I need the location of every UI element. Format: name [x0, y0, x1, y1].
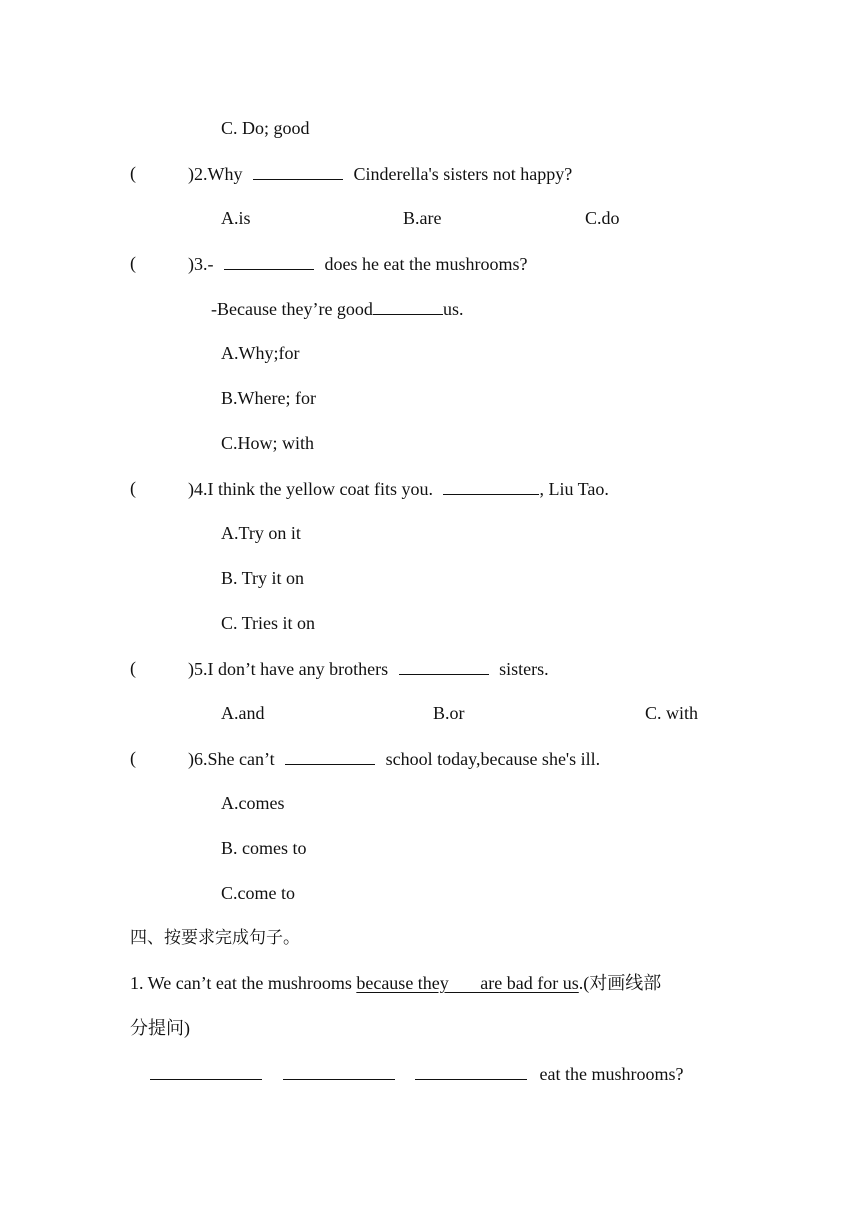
section-4-heading: 四、按要求完成句子。: [130, 928, 300, 948]
q6-option-c: C.come to: [221, 883, 295, 903]
q4-option-a: A.Try on it: [221, 523, 301, 543]
q5-stem: [188, 656, 549, 681]
item-1-instruction-cont: 分提问): [130, 1018, 190, 1038]
q3-answer-line: [211, 296, 463, 321]
q2-option-b: B.are: [403, 208, 442, 228]
item-1-blank-1[interactable]: [150, 1061, 262, 1080]
q4-option-c: C. Tries it on: [221, 613, 316, 633]
q5-option-a: A.and: [221, 703, 265, 723]
q3-answer-blank[interactable]: [224, 251, 314, 270]
item-1-answer-post: eat the mushrooms?: [539, 1064, 684, 1084]
q3-option-c: C.How; with: [221, 433, 315, 453]
q3-paren-open: (: [130, 253, 136, 273]
q3-option-a: A.Why;for: [221, 343, 300, 363]
q5-option-c: C. with: [645, 703, 699, 723]
q6-paren-close: ): [188, 749, 194, 769]
q2-option-c: C.do: [585, 208, 620, 228]
q3-stem-post: does he eat the mushrooms?: [324, 254, 528, 274]
q4-paren-open: (: [130, 478, 136, 498]
q5-answer-blank[interactable]: [399, 656, 489, 675]
q6-stem: [188, 746, 600, 771]
q3-stem: [188, 251, 527, 276]
q4-stem-pre: 4.I think the yellow coat fits you.: [194, 479, 433, 499]
q6-paren-open: (: [130, 748, 136, 768]
q2-answer-blank[interactable]: [253, 161, 343, 180]
q2-paren-open: (: [130, 163, 136, 183]
q5-option-b: B.or: [433, 703, 465, 723]
item-1-instruction: .(对画线部: [578, 973, 662, 993]
q4-option-b: B. Try it on: [221, 568, 305, 588]
q3-answer-blank-2[interactable]: [373, 296, 443, 315]
q4-paren-close: ): [188, 479, 194, 499]
q6-stem-pre: 6.She can’t: [194, 749, 275, 769]
q4-stem: [188, 476, 609, 501]
q3-answer-post: us.: [442, 299, 464, 319]
q6-option-b: B. comes to: [221, 838, 307, 858]
q3-paren-close: ): [188, 254, 194, 274]
q4-stem-post: , Liu Tao.: [539, 479, 609, 499]
q6-option-a: A.comes: [221, 793, 285, 813]
q3-option-b: B.Where; for: [221, 388, 316, 408]
q2-stem-post: Cinderella's sisters not happy?: [353, 164, 573, 184]
item-1-text: 1. We can’t eat the mushrooms: [130, 973, 357, 993]
q2-stem-pre: 2.Why: [194, 164, 243, 184]
q5-stem-post: sisters.: [499, 659, 549, 679]
q2-stem: [188, 161, 572, 186]
section-4-item-1: [130, 971, 661, 995]
q3-answer-pre: -Because they’re good: [211, 299, 373, 319]
item-1-blank-2[interactable]: [283, 1061, 395, 1080]
q2-option-a: A.is: [221, 208, 251, 228]
item-1-blank-3[interactable]: [415, 1061, 527, 1080]
q3-stem-pre: 3.-: [194, 254, 214, 274]
item-1-underlined-part: because they are bad for us: [356, 973, 579, 993]
q5-paren-close: ): [188, 659, 194, 679]
q5-stem-pre: 5.I don’t have any brothers: [194, 659, 389, 679]
q6-stem-post: school today,because she's ill.: [385, 749, 601, 769]
q4-answer-blank[interactable]: [443, 476, 539, 495]
q6-answer-blank[interactable]: [285, 746, 375, 765]
q1-option-c: C. Do; good: [221, 118, 310, 138]
item-1-answer-line: [150, 1061, 683, 1086]
q5-paren-open: (: [130, 658, 136, 678]
q2-paren-close: ): [188, 164, 194, 184]
